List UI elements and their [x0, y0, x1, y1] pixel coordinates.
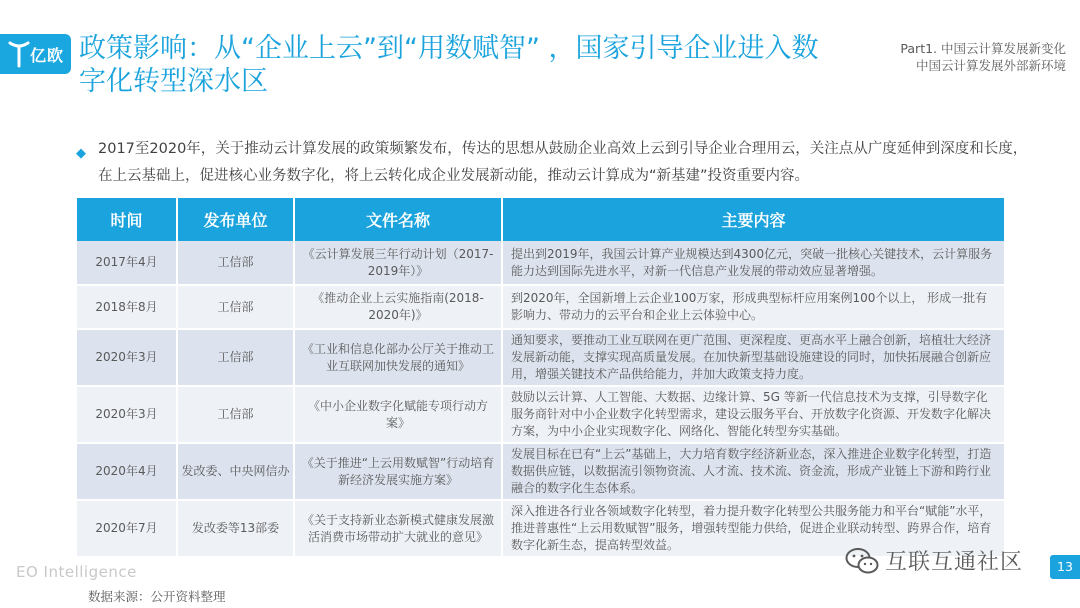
eo-intelligence-brand: EO Intelligence	[16, 563, 137, 581]
page-number: 13	[1050, 555, 1080, 579]
cell-date: 2020年4月	[77, 443, 177, 500]
wechat-icon	[845, 547, 879, 575]
table-row	[77, 386, 1004, 443]
section-label	[900, 40, 1066, 74]
cell-content: 到2020年，全国新增上云企业100万家，形成典型标杆应用案例100个以上， 形成一批有影响力、带动力的云平台和企业上云体验中心。	[502, 285, 1004, 329]
cell-date: 2020年3月	[77, 329, 177, 386]
cell-content: 发展目标在已有“上云”基础上，大力培育数字经济新业态，深入推进企业数字化转型，打造数据供应链，以数据流引领物资流、人才流、技术流、资金流，形成产业链上下游和跨行业融合的数字化生态体系。	[502, 443, 1004, 500]
wechat-account-name: 互联互通社区	[885, 550, 1024, 575]
cell-dept: 工信部	[177, 241, 294, 285]
yiou-logo	[0, 34, 71, 74]
policy-table	[77, 198, 1004, 558]
header-date: 时间	[77, 198, 177, 241]
summary-bullet	[76, 136, 1036, 190]
header-dept: 发布单位	[177, 198, 294, 241]
cell-date: 2020年7月	[77, 500, 177, 557]
cell-content: 提出到2019年，我国云计算产业规模达到4300亿元，突破一批核心关键技术，云计算服务能力达到国际先进水平，对新一代信息产业发展的带动效应显著增强。	[502, 241, 1004, 285]
cell-date: 2017年4月	[77, 241, 177, 285]
table-row	[77, 443, 1004, 500]
table-row	[77, 285, 1004, 329]
cell-dept: 工信部	[177, 285, 294, 329]
logo-text: 亿欧	[30, 46, 65, 65]
cell-date: 2020年3月	[77, 386, 177, 443]
header-content: 主要内容	[502, 198, 1004, 241]
cell-content: 深入推进各行业各领域数字化转型，着力提升数字化转型公共服务能力和平台“赋能”水平，推进普惠性“上云用数赋智”服务，增强转型能力供给，促进企业联动转型、跨界合作，培育数字化新生态，提高转型效益。	[502, 500, 1004, 557]
cell-doc: 《中小企业数字化赋能专项行动方案》	[294, 386, 502, 443]
cell-doc: 《关于支持新业态新模式健康发展激活消费市场带动扩大就业的意见》	[294, 500, 502, 557]
cell-doc: 《工业和信息化部办公厅关于推动工业互联网加快发展的通知》	[294, 329, 502, 386]
yiou-logo-icon	[8, 40, 30, 68]
cell-date: 2018年8月	[77, 285, 177, 329]
table-row	[77, 241, 1004, 285]
cell-doc: 《推动企业上云实施指南(2018-2020年)》	[294, 285, 502, 329]
table-header-row	[77, 198, 1004, 241]
cell-content: 鼓励以云计算、人工智能、大数据、边缘计算、5G 等新一代信息技术为支撑，引导数字化服务商针对中小企业数字化转型需求，建设云服务平台、开放数字化资源、开发数字化解决方案，为中小企业实现数字化、网络化、智能化转型夯实基础。	[502, 386, 1004, 443]
page-title: 政策影响：从“企业上云”到“用数赋智” ，国家引导企业进入数字化转型深水区	[79, 33, 819, 97]
cell-doc: 《云计算发展三年行动计划（2017-2019年）》	[294, 241, 502, 285]
wechat-watermark	[845, 545, 1023, 576]
cell-dept: 发改委等13部委	[177, 500, 294, 557]
table-row	[77, 329, 1004, 386]
diamond-icon: ◆	[76, 146, 86, 161]
cell-dept: 工信部	[177, 386, 294, 443]
section-subtitle: 中国云计算发展外部新环境	[915, 58, 1066, 73]
summary-text: 2017至2020年，关于推动云计算发展的政策频繁发布，传达的思想从鼓励企业高效上云到引导企业合理用云，关注点从广度延伸到深度和长度，在上云基础上，促进核心业务数字化，将上云转化成企业发展新动能，推动云计算成为“新基建”投资重要内容。	[98, 141, 1028, 184]
header-doc: 文件名称	[294, 198, 502, 241]
cell-dept: 工信部	[177, 329, 294, 386]
section-part: Part1. 中国云计算发展新变化	[900, 41, 1066, 56]
cell-content: 通知要求，要推动工业互联网在更广范围、更深程度、更高水平上融合创新，培植壮大经济发展新动能，支撑实现高质量发展。在加快新型基础设施建设的同时，加快拓展融合创新应用，增强关键技术产品供给能力，并加大政策支持力度。	[502, 329, 1004, 386]
cell-doc: 《关于推进“上云用数赋智”行动培育新经济发展实施方案》	[294, 443, 502, 500]
data-source: 数据来源：公开资料整理	[88, 589, 226, 604]
cell-dept: 发改委、中央网信办	[177, 443, 294, 500]
